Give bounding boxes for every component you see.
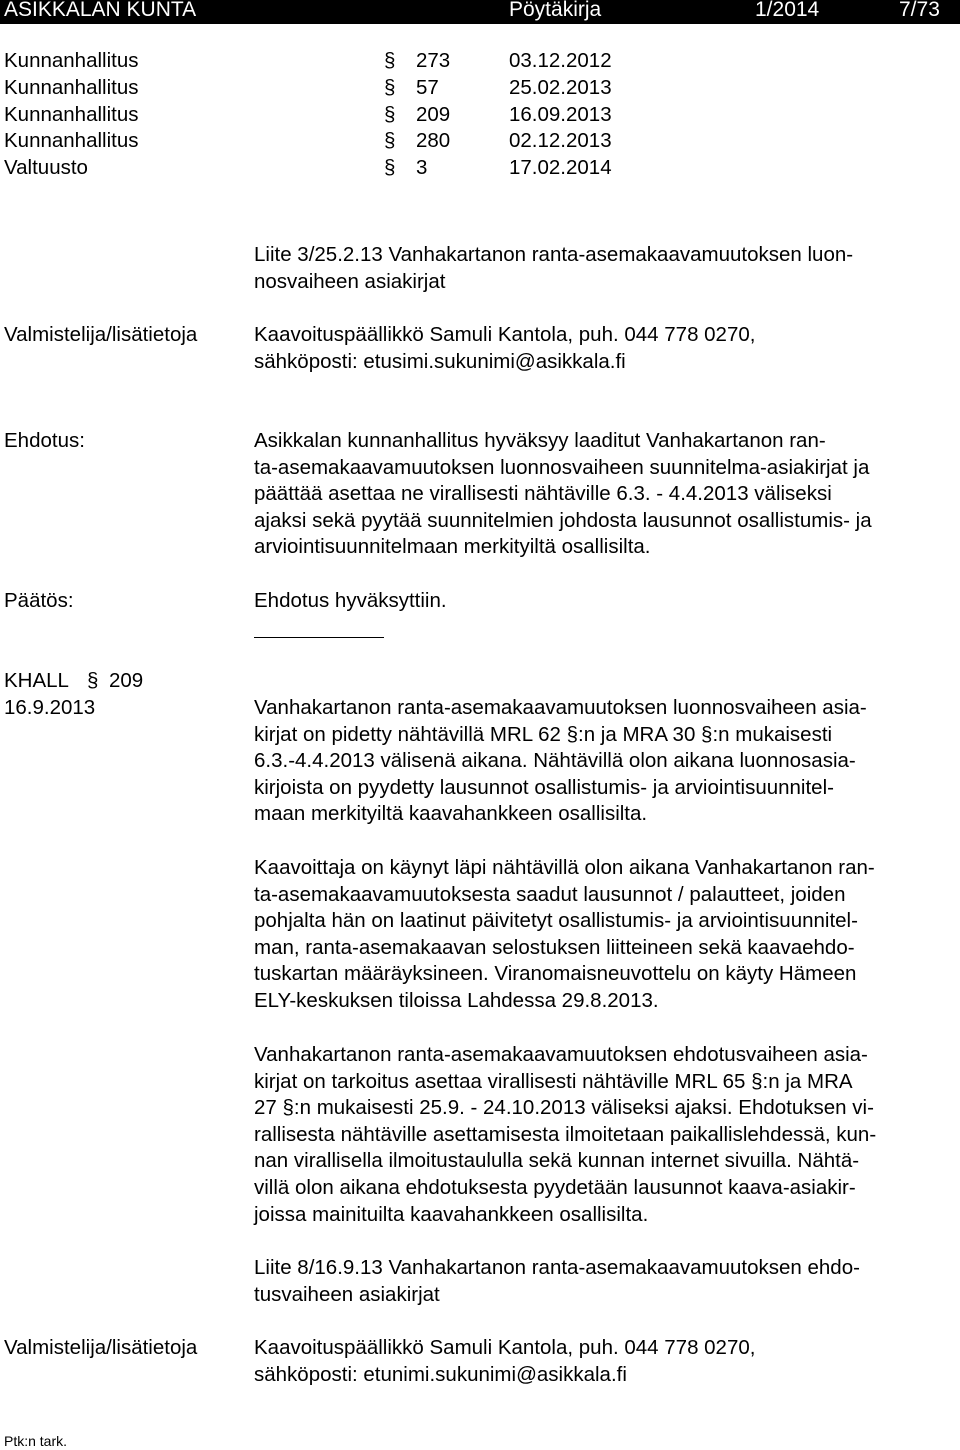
- history-date: 17.02.2014: [509, 156, 612, 179]
- minutes-check-note: Ptk:n tark.: [4, 1433, 68, 1449]
- attachment-1: [254, 242, 960, 295]
- history-date: 03.12.2012: [509, 49, 612, 72]
- history-number: 57: [416, 76, 439, 99]
- history-body: Valtuusto: [4, 156, 88, 179]
- proposal-line: ta-asemakaavamuutoksen luonnosvaiheen suunnitelma-asiakirjat ja: [254, 455, 870, 479]
- history-number: 280: [416, 129, 451, 152]
- paragraph-line: man, ranta-asemakaavan selostuksen liitteineen sekä kaavaehdo-: [254, 935, 855, 959]
- section-sign: §: [384, 156, 396, 179]
- preparer-contact: [254, 1335, 960, 1388]
- paragraph-line: tuskartan määräyksineen. Viranomaisneuvottelu on käyty Hämeen: [254, 962, 857, 986]
- paragraph-line: maan merkityiltä kaavahankkeen osallisilta.: [254, 802, 648, 826]
- paragraph-line: kirjat on tarkoitus asettaa virallisesti nähtäville MRL 65 §:n ja MRA: [254, 1069, 853, 1093]
- preparer-label: Valmistelija/lisätietoja: [4, 1336, 198, 1359]
- paragraph-line: ELY-keskuksen tiloissa Lahdessa 29.8.2013.: [254, 988, 659, 1012]
- issue-number: 1/2014: [755, 0, 820, 21]
- history-body: Kunnanhallitus: [4, 49, 139, 72]
- organization-name: ASIKKALAN KUNTA: [4, 0, 197, 21]
- section-sign: §: [384, 49, 396, 72]
- history-date: 16.09.2013: [509, 103, 612, 126]
- history-number: 273: [416, 49, 451, 72]
- paragraph-line: pohjalta hän on laatinut päivitetyt osallistumis- ja arviointisuunnitel-: [254, 909, 858, 933]
- attachment-link[interactable]: Liite 3/25.2.13: [254, 243, 383, 266]
- body-paragraph: [254, 855, 960, 1015]
- history-number: 209: [416, 103, 451, 126]
- attachment-title-cont: tusvaiheen asiakirjat: [254, 1282, 440, 1306]
- paragraph-line: joissa mainituilta kaavahankkeen osallisilta.: [254, 1202, 649, 1226]
- proposal-line: päättää asettaa ne virallisesti nähtäville 6.3. - 4.4.2013 väliseksi: [254, 482, 832, 506]
- proposal-line: arviointisuunnitelmaan merkityiltä osallisilta.: [254, 535, 651, 559]
- attachment-2: [254, 1255, 960, 1308]
- page-number: 7/73: [899, 0, 940, 21]
- attachment-link[interactable]: Liite 8/16.9.13: [254, 1256, 383, 1279]
- preparer-label: Valmistelija/lisätietoja: [4, 323, 198, 346]
- preparer-email[interactable]: sähköposti: etunimi.sukunimi@asikkala.fi: [254, 1362, 627, 1386]
- preparer-line: Kaavoituspäällikkö Samuli Kantola, puh. 044 778 0270,: [254, 323, 756, 346]
- paragraph-line: nan virallisella ilmoitustaululla sekä kunnan internet sivuilla. Nähtä-: [254, 1149, 860, 1173]
- paragraph-line: Kaavoittaja on käynyt läpi nähtävillä olon aikana Vanhakartanon ran-: [254, 856, 875, 879]
- meeting-date: 16.9.2013: [4, 696, 96, 719]
- section-sign: §: [87, 669, 99, 692]
- separator-line: [254, 637, 384, 638]
- decision-text: Ehdotus hyväksyttiin.: [254, 589, 447, 612]
- body-paragraph: [254, 1042, 960, 1228]
- decision-label: Päätös:: [4, 589, 74, 612]
- history-body: Kunnanhallitus: [4, 76, 139, 99]
- proposal-line: ajaksi sekä pyytää suunnitelmien johdosta lausunnot osallistumis- ja: [254, 508, 872, 532]
- paragraph-line: 6.3.-4.4.2013 välisenä aikana. Nähtävillä olon aikana luonnosasia-: [254, 749, 856, 773]
- paragraph-line: Vanhakartanon ranta-asemakaavamuutoksen ehdotusvaiheen asia-: [254, 1043, 868, 1066]
- section-sign: §: [384, 129, 396, 152]
- page-header: [0, 0, 960, 24]
- paragraph-line: Vanhakartanon ranta-asemakaavamuutoksen luonnosvaiheen asia-: [254, 696, 867, 719]
- paragraph-line: rallisesta nähtäville asettamisesta ilmoitetaan paikallislehdessä, kun-: [254, 1122, 877, 1146]
- meeting-number: 209: [109, 669, 144, 692]
- proposal-text: [254, 428, 960, 561]
- paragraph-line: 27 §:n mukaisesti 25.9. - 24.10.2013 väliseksi ajaksi. Ehdotuksen vi-: [254, 1096, 874, 1120]
- section-sign: §: [384, 103, 396, 126]
- body-paragraph: [254, 695, 960, 828]
- attachment-title: Vanhakartanon ranta-asemakaavamuutoksen luon-: [388, 243, 854, 266]
- paragraph-line: ta-asemakaavamuutoksesta saadut lausunnot / palautteet, joiden: [254, 882, 846, 906]
- history-date: 25.02.2013: [509, 76, 612, 99]
- proposal-label: Ehdotus:: [4, 429, 85, 452]
- history-date: 02.12.2013: [509, 129, 612, 152]
- preparer-line: Kaavoituspäällikkö Samuli Kantola, puh. 044 778 0270,: [254, 1336, 756, 1359]
- section-sign: §: [384, 76, 396, 99]
- document-type: Pöytäkirja: [509, 0, 602, 21]
- history-body: Kunnanhallitus: [4, 103, 139, 126]
- history-body: Kunnanhallitus: [4, 129, 139, 152]
- proposal-line: Asikkalan kunnanhallitus hyväksyy laaditut Vanhakartanon ran-: [254, 429, 826, 452]
- history-number: 3: [416, 156, 428, 179]
- paragraph-line: villä olon aikana ehdotuksesta pyydetään lausunnot kaava-asiakir-: [254, 1175, 856, 1199]
- preparer-email[interactable]: sähköposti: etusimi.sukunimi@asikkala.fi: [254, 349, 626, 373]
- attachment-title-cont: nosvaiheen asiakirjat: [254, 269, 446, 293]
- meeting-code: KHALL: [4, 669, 69, 692]
- attachment-title: Vanhakartanon ranta-asemakaavamuutoksen ehdo-: [388, 1256, 860, 1279]
- paragraph-line: kirjoista on pyydetty lausunnot osallistumis- ja arviointisuunnitel-: [254, 775, 834, 799]
- preparer-contact: [254, 322, 960, 375]
- paragraph-line: kirjat on pidetty nähtävillä MRL 62 §:n ja MRA 30 §:n mukaisesti: [254, 722, 833, 746]
